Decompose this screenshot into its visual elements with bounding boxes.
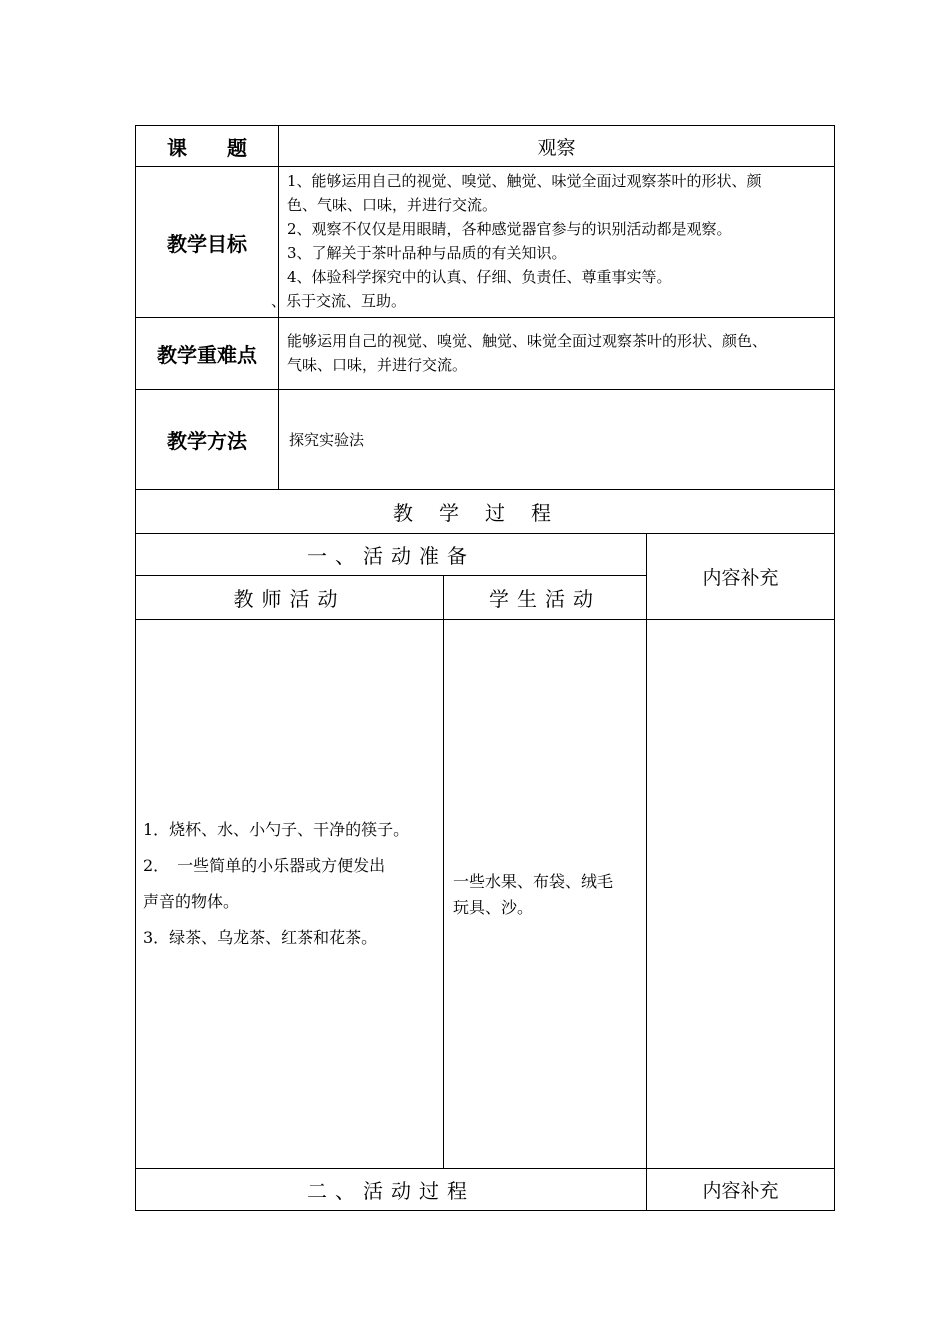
objectives-label-text: 教学目标 [167, 231, 247, 256]
section2-title [136, 1169, 646, 1210]
supplement-header-text: 内容补充 [702, 567, 779, 589]
process-title [136, 490, 834, 533]
student-activity-header-text: 学生活动 [489, 587, 601, 611]
section1-title [136, 534, 646, 575]
teacher-activity-list [143, 812, 441, 956]
key-points-label [136, 318, 278, 389]
key-points-label-text: 教学重难点 [157, 343, 257, 367]
teacher-item: 1．烧杯、水、小勺子、干净的筷子。 [143, 820, 410, 839]
objective-line: 3、了解关于茶叶品种与品质的有关知识。 [287, 244, 567, 262]
key-point-line: 气味、口味，并进行交流。 [287, 356, 468, 374]
objective-line: 色、气味、口味，并进行交流。 [287, 196, 498, 214]
teacher-item: 2． 一些简单的小乐器或方便发出 [143, 856, 386, 875]
teacher-activity-header [136, 576, 443, 619]
topic-value [279, 126, 834, 166]
method-label [136, 390, 278, 489]
table-border [646, 533, 647, 1211]
key-point-line: 能够运用自己的视觉、嗅觉、触觉、味觉全面过观察茶叶的形状、颜色、 [287, 332, 768, 350]
teacher-activity-header-text: 教师活动 [233, 587, 346, 611]
objectives-label [136, 167, 278, 317]
teacher-item: 3．绿茶、乌龙茶、红茶和花茶。 [143, 928, 378, 947]
student-item: 一些水果、布袋、绒毛 [453, 872, 614, 891]
section2-supplement [647, 1169, 834, 1210]
method-value-text: 探究实验法 [289, 431, 365, 449]
section1-title-text: 一、活动准备 [307, 544, 475, 568]
table-border [443, 575, 444, 1168]
topic-label [136, 126, 278, 166]
objectives-list [271, 169, 832, 313]
teacher-item: 声音的物体。 [143, 892, 240, 911]
supplement-header [647, 534, 834, 619]
objective-line: 、乐于交流、互助。 [271, 292, 407, 310]
objective-line: 1、能够运用自己的视觉、嗅觉、触觉、味觉全面过观察茶叶的形状、颜 [287, 172, 762, 190]
table-border [834, 125, 835, 1211]
student-activity-list [453, 869, 643, 921]
student-item: 玩具、沙。 [453, 898, 534, 917]
section2-supplement-text: 内容补充 [702, 1180, 779, 1202]
key-points-text [287, 329, 832, 377]
objective-line: 4、体验科学探究中的认真、仔细、负责任、尊重事实等。 [287, 268, 672, 286]
topic-label-text: 课 题 [167, 135, 247, 160]
process-title-text: 教学过程 [393, 501, 577, 525]
table-border [135, 619, 835, 620]
method-value [289, 428, 364, 452]
table-border [135, 1210, 835, 1211]
objective-line: 2、观察不仅仅是用眼睛，各种感觉器官参与的识别活动都是观察。 [287, 220, 732, 238]
section2-title-text: 二、活动过程 [307, 1179, 475, 1203]
topic-value-text: 观察 [537, 136, 576, 159]
student-activity-header [444, 576, 646, 619]
method-label-text: 教学方法 [167, 429, 247, 453]
